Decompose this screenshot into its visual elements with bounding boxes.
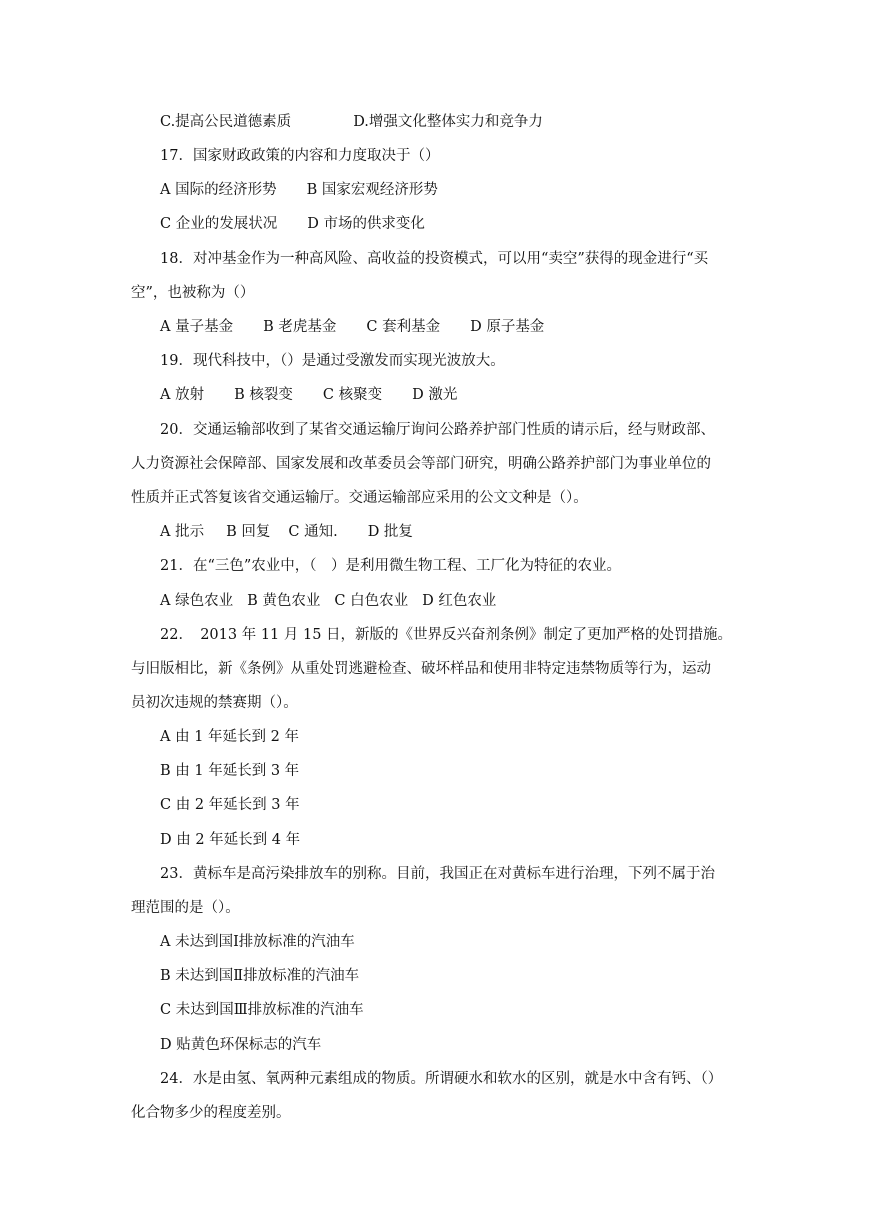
question-22-line-1: 22． 2013 年 11 月 15 日，新版的《世界反兴奋剂条例》制定了更加严格的处罚措施。 — [160, 627, 733, 643]
option-a: A 国际的经济形势 — [160, 182, 277, 198]
question-18-line-1: 18．对冲基金作为一种高风险、高收益的投资模式，可以用“卖空”获得的现金进行“买 — [160, 251, 709, 267]
q22-option-d: D 由 2 年延长到 4 年 — [160, 832, 301, 848]
option-b: B 黄色农业 — [247, 593, 321, 609]
question-17: 17．国家财政政策的内容和力度取决于（） — [160, 148, 440, 164]
question-24-line-2: 化合物多少的程度差别。 — [131, 1105, 291, 1121]
option-b: B 国家宏观经济形势 — [306, 182, 438, 198]
question-23-line-2: 理范围的是（）。 — [131, 900, 240, 916]
option-a: A 放射 — [160, 387, 205, 403]
option-b: B 老虎基金 — [263, 319, 337, 335]
option-c: C.提高公民道德素质 — [160, 114, 292, 130]
question-24-line-1: 24．水是由氢、氧两种元素组成的物质。所谓硬水和软水的区别，就是水中含有钙、（） — [160, 1071, 723, 1087]
option-a: A 量子基金 — [160, 319, 234, 335]
question-18-line-2: 空”，也被称为（） — [131, 285, 255, 301]
q23-option-a: A 未达到国Ⅰ排放标准的汽油车 — [160, 934, 355, 950]
option-b: B 回复 — [226, 524, 271, 540]
q23-option-c: C 未达到国Ⅲ排放标准的汽油车 — [160, 1002, 364, 1018]
q17-options-line-2 — [160, 214, 425, 234]
option-a: A 批示 — [160, 524, 205, 540]
q20-options-line — [160, 522, 413, 542]
option-d: D 激光 — [412, 387, 458, 403]
option-b: B 核裂变 — [234, 387, 293, 403]
option-d: D 红色农业 — [422, 593, 497, 609]
option-c: C 套利基金 — [366, 319, 441, 335]
q16-options-line — [160, 112, 543, 132]
q19-options-line — [160, 385, 457, 405]
q23-option-b: B 未达到国Ⅱ排放标准的汽油车 — [160, 968, 360, 984]
option-a: A 绿色农业 — [160, 593, 234, 609]
option-c: C 核聚变 — [322, 387, 383, 403]
question-19: 19．现代科技中，（）是通过受激发而实现光波放大。 — [160, 353, 505, 369]
question-22-line-2: 与旧版相比，新《条例》从重处罚逃避检查、破坏样品和使用非特定违禁物质等行为，运动 — [131, 661, 711, 677]
question-23-line-1: 23．黄标车是高污染排放车的别称。目前，我国正在对黄标车进行治理，下列不属于治 — [160, 866, 715, 882]
q18-options-line — [160, 317, 544, 337]
q21-options-line — [160, 591, 496, 611]
option-d: D 市场的供求变化 — [307, 216, 425, 232]
question-22-line-3: 员初次违规的禁赛期（）。 — [131, 695, 298, 711]
question-20-line-3: 性质并正式答复该省交通运输厅。交通运输部应采用的公文文种是（）。 — [131, 490, 588, 506]
q22-option-a: A 由 1 年延长到 2 年 — [160, 729, 299, 745]
q17-options-line-1 — [160, 180, 438, 200]
q22-option-b: B 由 1 年延长到 3 年 — [160, 763, 300, 779]
question-20-line-1: 20．交通运输部收到了某省交通运输厅询问公路养护部门性质的请示后，经与财政部、 — [160, 422, 715, 438]
option-d: D 原子基金 — [470, 319, 545, 335]
q22-option-c: C 由 2 年延长到 3 年 — [160, 797, 300, 813]
option-c: C 白色农业 — [334, 593, 409, 609]
question-21: 21．在“三色”农业中，（ ）是利用微生物工程、工厂化为特征的农业。 — [160, 558, 622, 574]
option-c: C 通知. — [288, 524, 338, 540]
option-d: D 批复 — [367, 524, 413, 540]
q23-option-d: D 贴黄色环保标志的汽车 — [160, 1037, 322, 1053]
option-d: D.增强文化整体实力和竞争力 — [353, 114, 543, 130]
question-20-line-2: 人力资源社会保障部、国家发展和改革委员会等部门研究，明确公路养护部门为事业单位的 — [131, 456, 711, 472]
option-c: C 企业的发展状况 — [160, 216, 278, 232]
